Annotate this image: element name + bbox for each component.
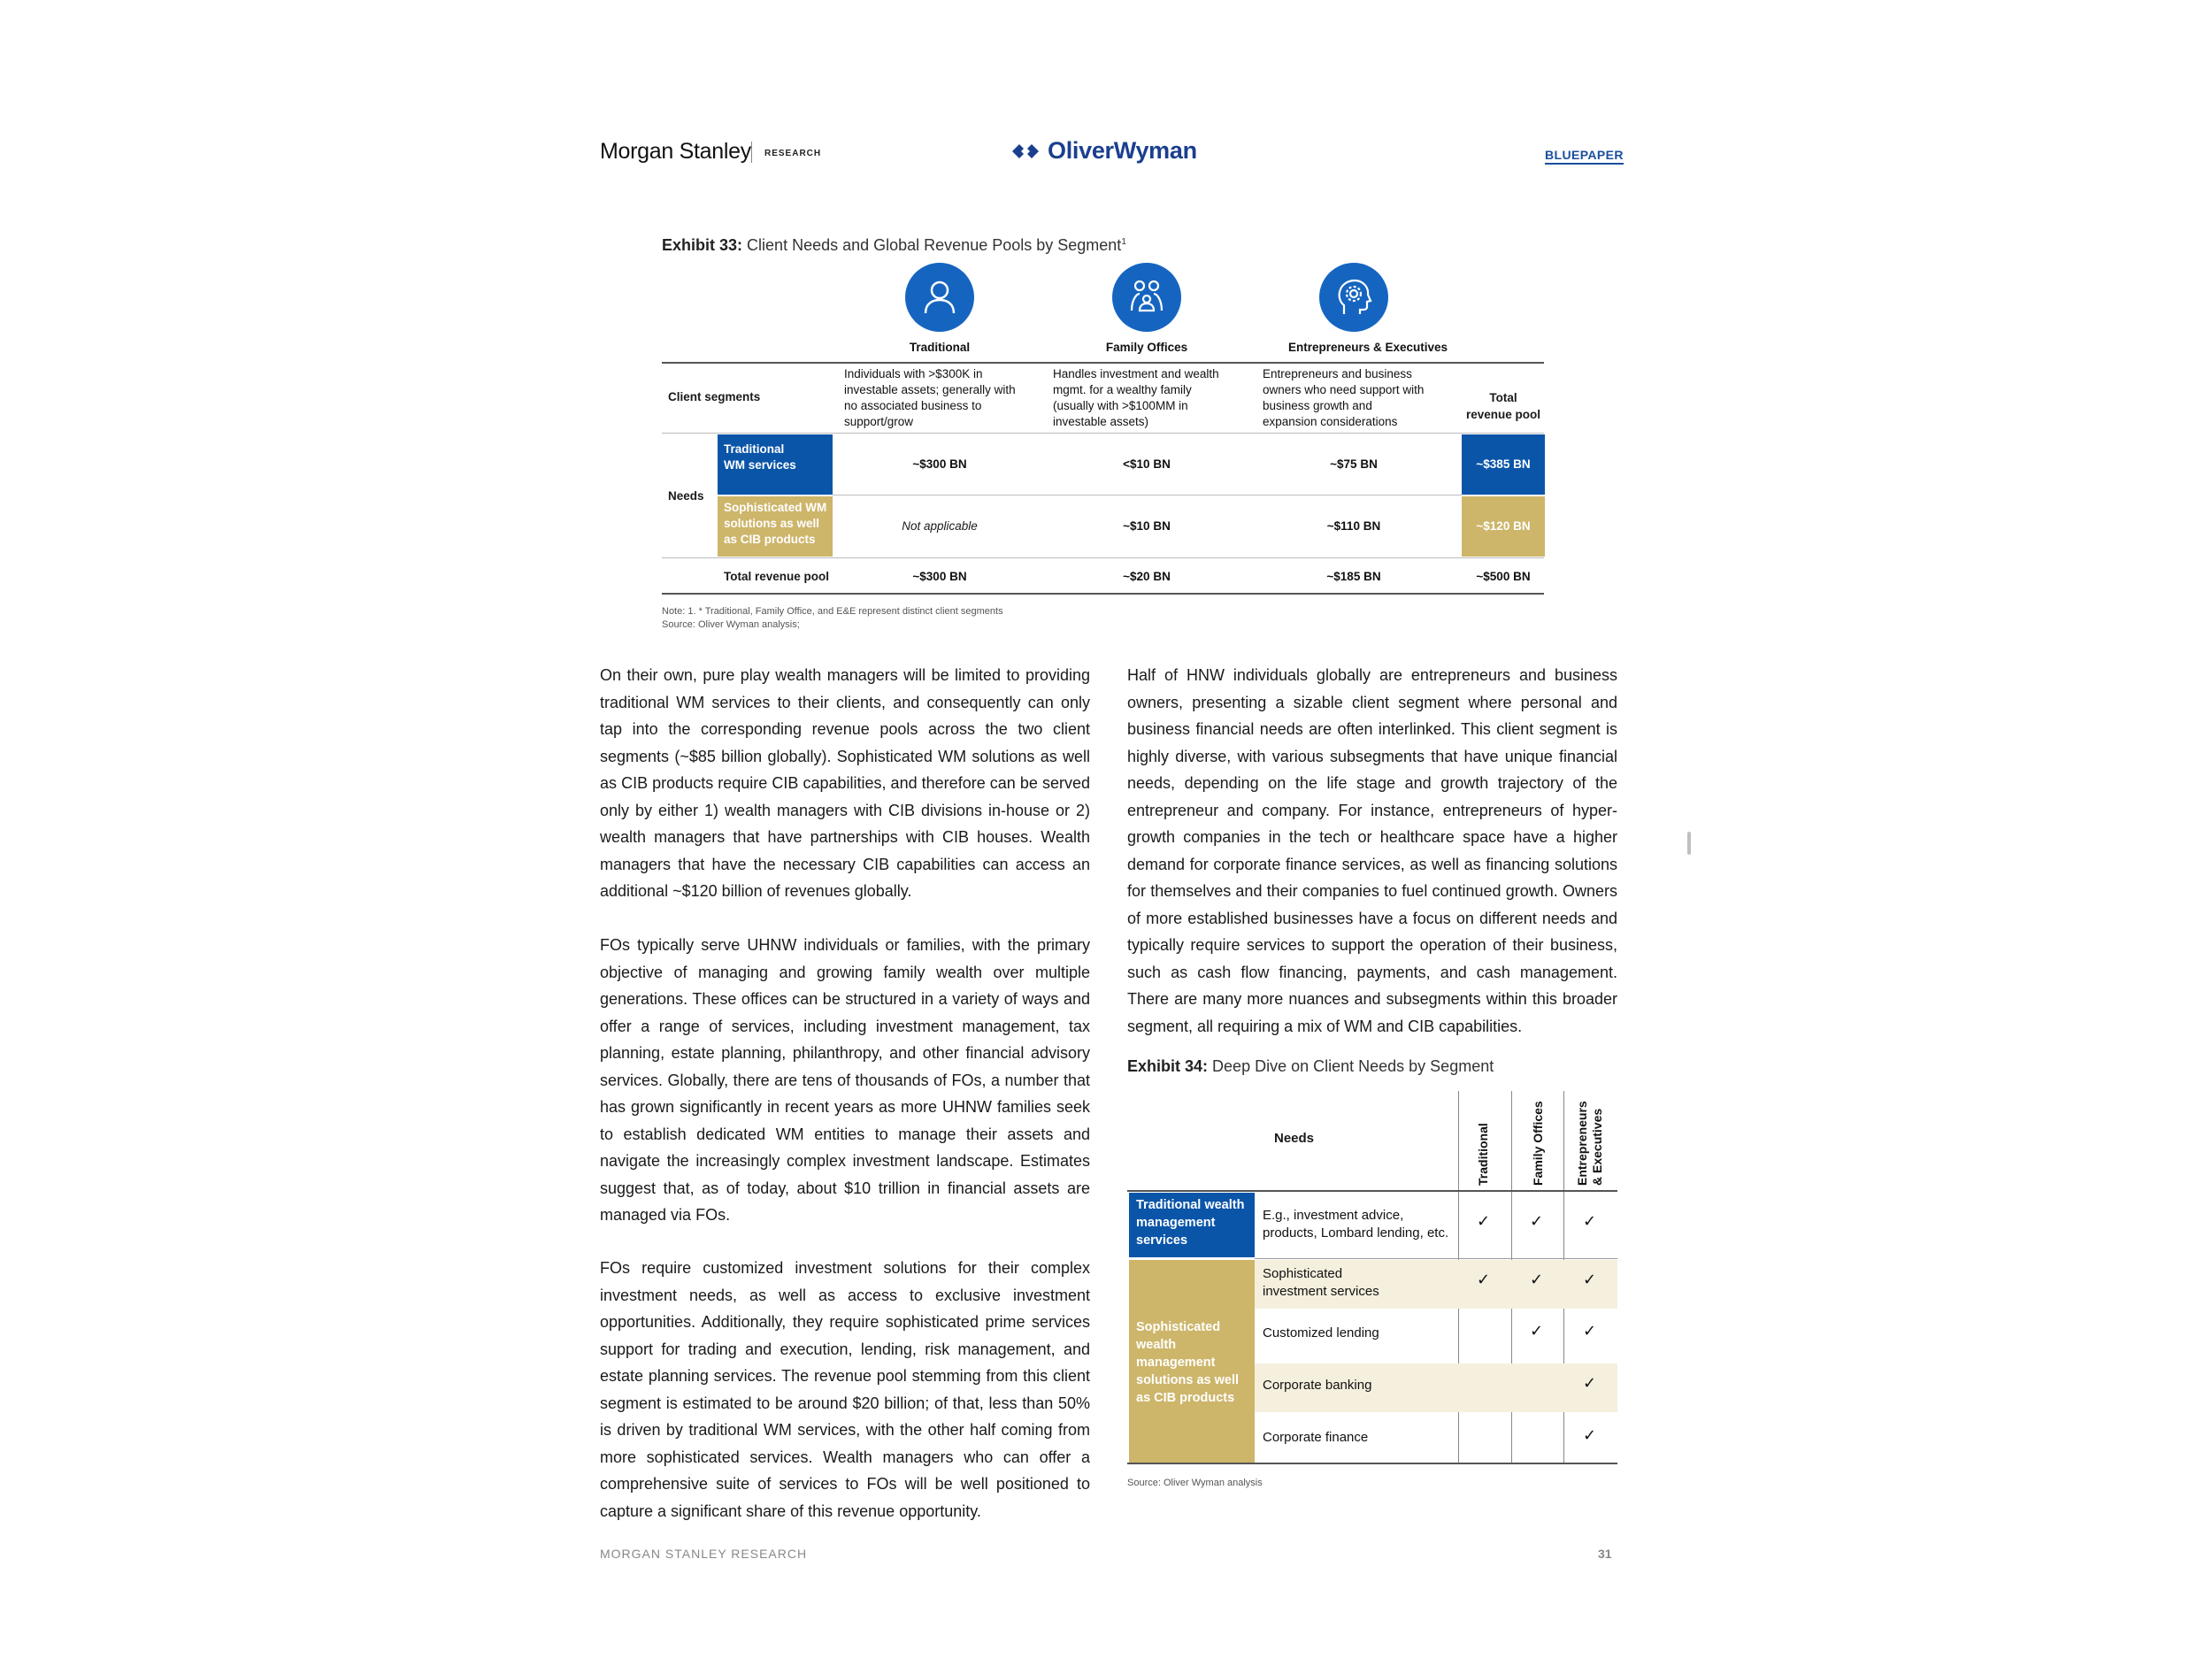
group-label-line: management xyxy=(1136,1356,1216,1370)
exhibit-33-caption: Client Needs and Global Revenue Pools by Segment xyxy=(747,236,1122,254)
row-label-line: WM services xyxy=(724,458,796,472)
desc-family-offices xyxy=(1053,366,1256,430)
desc-line: expansion considerations xyxy=(1263,415,1398,428)
table-top-rule xyxy=(662,362,1544,364)
total-row-total: ~$500 BN xyxy=(1476,570,1531,583)
row-divider xyxy=(662,557,1544,558)
row-divider xyxy=(662,433,1544,434)
row-label-line: solutions as well xyxy=(724,517,820,530)
col-head-traditional-34: Traditional xyxy=(1476,1123,1490,1186)
need-row-1-text xyxy=(1263,1207,1448,1242)
head-gear-icon xyxy=(1332,275,1376,319)
row-label-traditional-wm xyxy=(718,434,833,495)
exhibit-34-source: Source: Oliver Wyman analysis xyxy=(1127,1478,1263,1488)
exhibit-33-title xyxy=(662,236,1126,255)
exhibit-33-note: Note: 1. * Traditional, Family Office, and E&E represent distinct client segments xyxy=(662,606,1003,617)
traditional-segment-icon-circle xyxy=(905,263,974,332)
needs-header: Needs xyxy=(1274,1131,1315,1146)
cell-traditional-wm-family: <$10 BN xyxy=(1123,457,1171,471)
group-label-line: wealth xyxy=(1136,1338,1177,1352)
footer-publisher: MORGAN STANLEY RESEARCH xyxy=(600,1547,808,1561)
need-line: E.g., investment advice, xyxy=(1263,1208,1404,1223)
group-label-line: Traditional wealth xyxy=(1136,1198,1245,1212)
desc-line: investable assets; generally with xyxy=(844,383,1016,396)
check-icon: ✓ xyxy=(1583,1374,1597,1393)
group-label-line: management xyxy=(1136,1216,1216,1230)
check-icon: ✓ xyxy=(1477,1271,1491,1289)
check-icon: ✓ xyxy=(1477,1212,1491,1231)
exhibit-33-footnote-mark: 1 xyxy=(1121,237,1126,247)
table34-bottom-rule xyxy=(1127,1463,1617,1464)
group-traditional-wm-label xyxy=(1129,1193,1255,1257)
check-icon: ✓ xyxy=(1530,1212,1544,1231)
exhibit-34-label: Exhibit 34: xyxy=(1127,1057,1209,1075)
desc-line: Individuals with >$300K in xyxy=(844,367,983,380)
page-number: 31 xyxy=(1598,1547,1612,1561)
total-header-line: revenue pool xyxy=(1465,408,1541,421)
desc-line: business growth and xyxy=(1263,399,1372,412)
group-sophisticated-label xyxy=(1129,1260,1255,1463)
research-label: RESEARCH xyxy=(764,149,822,158)
exhibit-33-label: Exhibit 33: xyxy=(662,236,743,254)
family-icon xyxy=(1125,275,1169,319)
group-label-line: as CIB products xyxy=(1136,1391,1235,1405)
need-line: Sophisticated xyxy=(1263,1266,1343,1281)
desc-line: Handles investment and wealth xyxy=(1053,367,1219,380)
cell-traditional-wm-entrepreneurs: ~$75 BN xyxy=(1330,457,1378,471)
exhibit-33-source: Source: Oliver Wyman analysis; xyxy=(662,619,800,630)
total-revenue-pool-header xyxy=(1462,389,1545,423)
cell-sophisticated-entrepreneurs: ~$110 BN xyxy=(1326,519,1381,533)
check-icon: ✓ xyxy=(1530,1271,1544,1289)
table-bottom-rule xyxy=(662,593,1544,595)
col-head-entrepreneurs: Entrepreneurs & Executives xyxy=(1287,341,1448,354)
desc-line: (usually with >$100MM in xyxy=(1053,399,1188,412)
need-row-4-text: Corporate banking xyxy=(1263,1378,1372,1393)
need-line: products, Lombard lending, etc. xyxy=(1263,1225,1449,1240)
col-head-traditional: Traditional xyxy=(909,341,971,354)
oliver-wyman-wordmark: OliverWyman xyxy=(1048,137,1197,164)
row-label-sophisticated-wm xyxy=(718,496,833,557)
row-label-line: Sophisticated WM xyxy=(724,501,827,514)
col-head-entrepreneurs-34: Entrepreneurs & Executives xyxy=(1575,1101,1604,1186)
family-offices-icon-circle xyxy=(1112,263,1181,332)
check-icon: ✓ xyxy=(1583,1271,1597,1289)
exhibit-34-title xyxy=(1127,1057,1494,1076)
bluepaper-label: BLUEPAPER xyxy=(1545,148,1624,165)
check-icon: ✓ xyxy=(1583,1426,1597,1445)
desc-line: mgmt. for a wealthy family xyxy=(1053,383,1192,396)
row-divider xyxy=(1255,1258,1617,1259)
group-label-line: solutions as well xyxy=(1136,1373,1240,1387)
desc-line: support/grow xyxy=(844,415,914,428)
morgan-stanley-logo: Morgan Stanley xyxy=(600,139,751,164)
total-row-label: Total revenue pool xyxy=(724,570,830,583)
total-traditional-wm: ~$385 BN xyxy=(1462,434,1545,495)
table34-header-rule xyxy=(1127,1190,1617,1192)
group-label-line: services xyxy=(1136,1233,1188,1248)
total-header-line: Total xyxy=(1489,391,1517,404)
oliver-wyman-logo xyxy=(1010,137,1197,165)
body-left-paragraph-3: FOs require customized investment solutions for their complex investment needs, as well as access to exclusive investment opportunities. Additionally, they require sophisticated prime services support for trading and execution, lending, risk management, and estate planning services. The revenue pool stemming from this client segment is estimated to be around $20 billion; of that, less than 50% is driven by traditional WM services, with the other half coming from more sophisticated services. Wealth managers who can offer a comprehensive suite of services to FOs will be well positioned to capture a significant share of this revenue opportunity. xyxy=(600,1259,1090,1520)
desc-line: Entrepreneurs and business xyxy=(1263,367,1412,380)
row-label-line: as CIB products xyxy=(724,533,816,546)
desc-line: owners who need support with xyxy=(1263,383,1425,396)
need-row-5-text: Corporate finance xyxy=(1263,1430,1369,1445)
entrepreneurs-icon-circle xyxy=(1319,263,1388,332)
body-left-paragraph-1: On their own, pure play wealth managers will be limited to providing traditional WM services to their clients, and consequently can only tap into the corresponding revenue pools across the two client segments (~$85 billion globally). Sophisticated WM solutions as well as CIB products require CIB capabilities, and therefore can be served only by either 1) wealth managers with CIB divisions in-house or 2) wealth managers that have partnerships with CIB houses. Wealth managers that have the necessary CIB capabilities can access an additional ~$120 billion of revenues globally. xyxy=(600,666,1090,900)
total-row-family: ~$20 BN xyxy=(1123,570,1171,583)
cell-traditional-wm-traditional: ~$300 BN xyxy=(912,457,967,471)
check-icon: ✓ xyxy=(1583,1322,1597,1340)
needs-label: Needs xyxy=(668,489,704,503)
body-left-paragraph-2: FOs typically serve UHNW individuals or families, with the primary objective of managing and growing family wealth over multiple generations. These offices can be structured in a variety of ways and offer a range of services, including investment management, tax planning, estate planning, philanthropy, and other financial advisory services. Globally, there are tens of thousands of FOs, a number that has grown significantly in recent years as more UHNW families seek to establish dedicated WM entities to manage their assets and navigate the increasingly complex investment landscape. Estimates suggest that, as of today, about $10 trillion in financial assets are managed via FOs. xyxy=(600,936,1090,1224)
total-row-entrepreneurs: ~$185 BN xyxy=(1326,570,1381,583)
cell-sophisticated-family: ~$10 BN xyxy=(1123,519,1171,533)
need-line: investment services xyxy=(1263,1284,1379,1299)
desc-line: investable assets) xyxy=(1053,415,1149,428)
header-divider xyxy=(751,142,752,163)
person-icon xyxy=(918,276,961,319)
group-label-line: Sophisticated xyxy=(1136,1320,1221,1334)
desc-line: no associated business to xyxy=(844,399,982,412)
body-right-paragraph-1: Half of HNW individuals globally are entrepreneurs and business owners, presenting a sizable client segment where personal and business financial needs are often interlinked. This client segment is highly diverse, with various subsegments that have unique financial needs, depending on the life stage and growth trajectory of the entrepreneur and company. For instance, entrepreneurs of hyper-growth companies in the tech or healthcare space have a higher demand for corporate finance services, as well as financing solutions for themselves and their companies to fuel continued growth. Owners of more established businesses have a focus on different needs and typically require services to support the operation of their business, such as cash flow financing, payments, and cash management. There are many more nuances and subsegments within this broader segment, all requiring a mix of WM and CIB capabilities. xyxy=(1127,666,1617,1035)
total-sophisticated: ~$120 BN xyxy=(1462,496,1545,557)
col-head-family-offices: Family Offices xyxy=(1105,341,1188,354)
desc-entrepreneurs xyxy=(1263,366,1466,430)
scroll-indicator[interactable] xyxy=(1687,832,1691,855)
oliver-wyman-mark-icon xyxy=(1010,142,1042,161)
client-segments-label: Client segments xyxy=(668,390,761,403)
check-icon: ✓ xyxy=(1530,1322,1544,1340)
col-head-family-34: Family Offices xyxy=(1531,1101,1545,1186)
need-row-3-text: Customized lending xyxy=(1263,1325,1379,1340)
check-icon: ✓ xyxy=(1583,1212,1597,1231)
exhibit-34-caption: Deep Dive on Client Needs by Segment xyxy=(1212,1057,1494,1075)
cell-sophisticated-traditional: Not applicable xyxy=(902,519,978,533)
desc-traditional xyxy=(844,366,1048,430)
need-row-2-text xyxy=(1263,1265,1379,1301)
row-label-line: Traditional xyxy=(724,442,785,456)
total-row-traditional: ~$300 BN xyxy=(912,570,967,583)
